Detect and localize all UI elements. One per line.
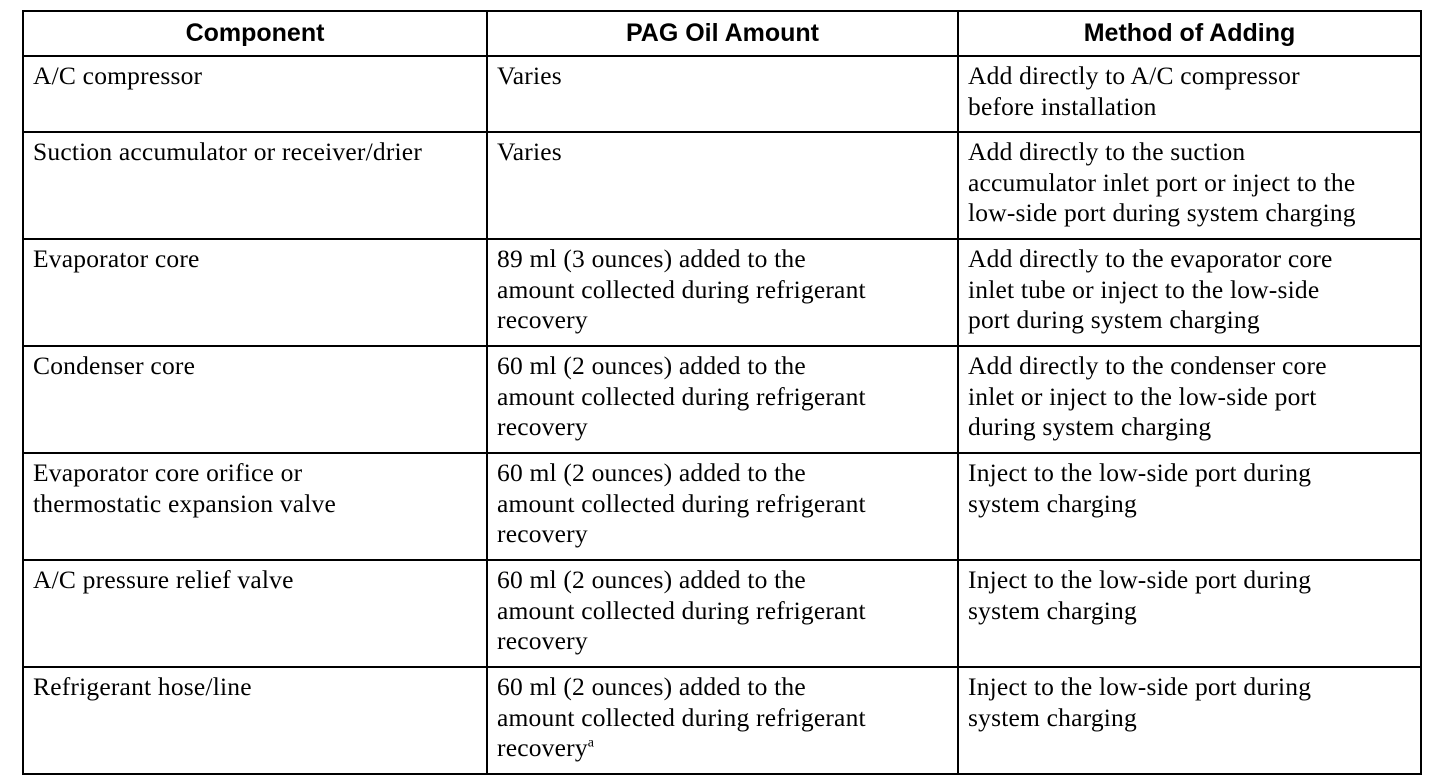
cell-line: recovery [497,519,588,548]
component-cell [23,346,487,453]
table-row [23,560,1421,667]
cell-line: Inject to the low-side port during [968,458,1312,487]
cell-line: Evaporator core [33,244,200,273]
cell-line: thermostatic expansion valve [33,488,337,518]
cell-line: system charging [968,488,1137,518]
cell-line: amount collected during refrigerant [497,381,866,411]
amount-cell [487,667,958,774]
cell-line: 60 ml (2 ounces) added to the [497,565,806,594]
component-cell [23,56,487,132]
cell-line: amount collected during refrigerant [497,274,866,304]
amount-cell [487,56,958,132]
header-method-of-adding: Method of Adding [958,11,1421,56]
cell-line: port during system charging [968,305,1260,334]
component-cell [23,667,487,774]
cell-line: recovery [497,305,588,334]
cell-line: 60 ml (2 ounces) added to the [497,672,806,701]
cell-line: Inject to the low-side port during [968,565,1312,594]
method-cell [958,346,1421,453]
table-row [23,667,1421,774]
component-cell [23,239,487,346]
component-cell [23,453,487,560]
amount-cell [487,132,958,239]
cell-line: Inject to the low-side port during [968,672,1312,701]
amount-cell [487,560,958,667]
header-component: Component [23,11,487,56]
method-cell [958,560,1421,667]
table-row [23,56,1421,132]
table-row [23,239,1421,346]
cell-line: inlet or inject to the low-side port [968,381,1317,411]
cell-line: system charging [968,702,1137,732]
cell-line: low-side port during system charging [968,198,1356,227]
pag-oil-table [22,10,1422,775]
component-cell [23,560,487,667]
cell-line: Add directly to the evaporator core [968,244,1333,273]
cell-line: 60 ml (2 ounces) added to the [497,458,806,487]
header-row [23,11,1421,56]
cell-line: before installation [968,91,1157,121]
cell-line: amount collected during refrigerant [497,595,866,625]
cell-line: A/C pressure relief valve [33,565,294,594]
method-cell [958,132,1421,239]
method-cell [958,56,1421,132]
cell-line [497,733,949,764]
cell-line: Evaporator core orifice or [33,458,303,487]
method-cell [958,239,1421,346]
cell-line: Add directly to the suction [968,137,1246,166]
component-cell [23,132,487,239]
footnote-marker: a [587,735,595,751]
cell-line: Add directly to A/C compressor [968,61,1300,90]
cell-line: Refrigerant hose/line [33,672,252,701]
cell-line: system charging [968,595,1137,625]
cell-line: during system charging [968,412,1212,441]
cell-line: amount collected during refrigerant [497,488,866,518]
cell-line: 89 ml (3 ounces) added to the [497,244,806,273]
table-row [23,453,1421,560]
table-row [23,346,1421,453]
cell-line: 60 ml (2 ounces) added to the [497,351,806,380]
amount-cell [487,453,958,560]
method-cell [958,667,1421,774]
cell-line: recovery [497,626,588,655]
cell-line: Varies [497,61,562,90]
amount-cell [487,239,958,346]
cell-text: recovery [497,733,588,762]
cell-line: Condenser core [33,351,196,380]
cell-line: Varies [497,137,562,166]
cell-line: amount collected during refrigerant [497,702,866,732]
cell-line: inlet tube or inject to the low-side [968,274,1320,304]
table-row [23,132,1421,239]
amount-cell [487,346,958,453]
cell-line: A/C compressor [33,61,203,90]
cell-line: accumulator inlet port or inject to the [968,167,1356,197]
cell-line: Add directly to the condenser core [968,351,1327,380]
header-pag-oil-amount: PAG Oil Amount [487,11,958,56]
cell-line: Suction accumulator or receiver/drier [33,137,423,166]
cell-line: recovery [497,412,588,441]
method-cell [958,453,1421,560]
